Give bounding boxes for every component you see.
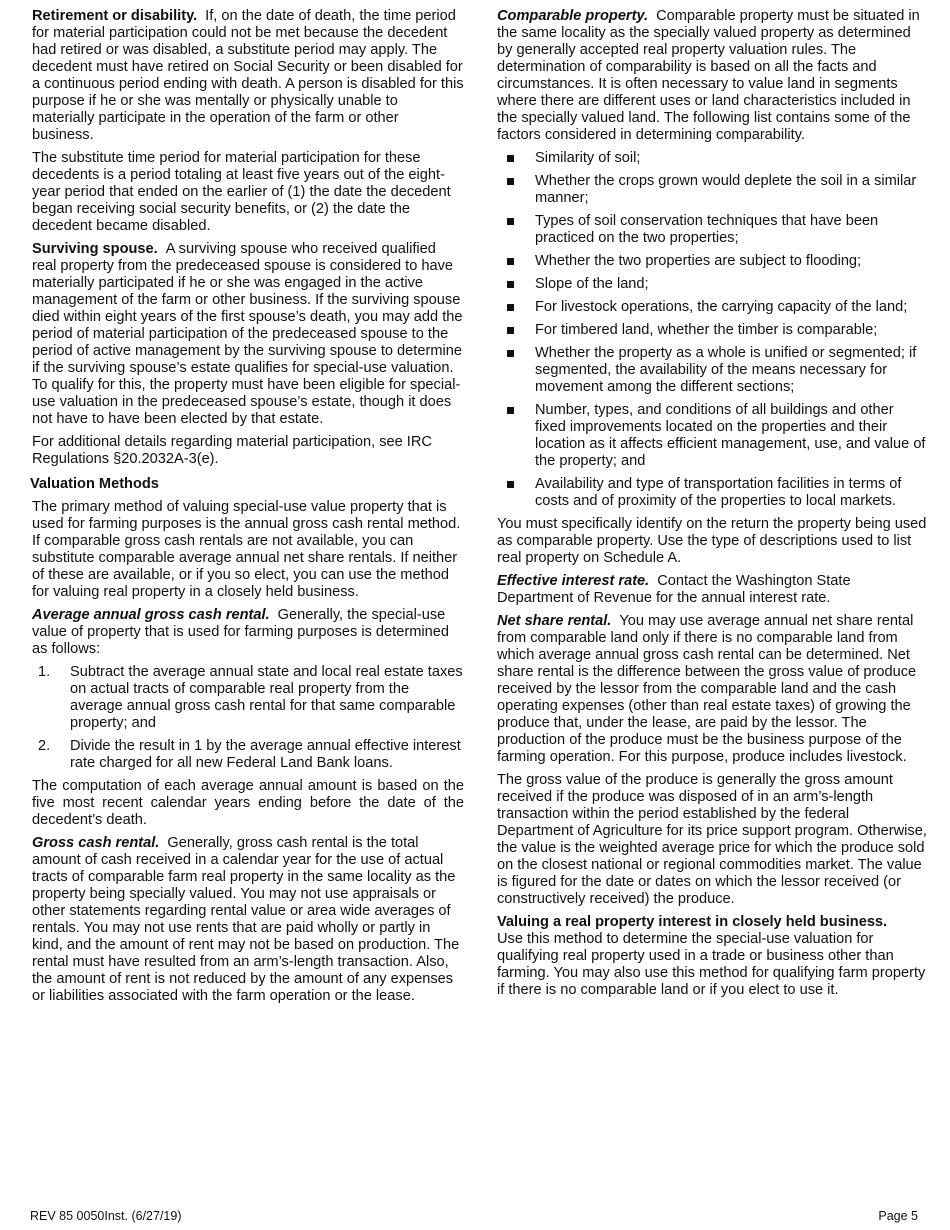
- list-item: [497, 213, 927, 247]
- list-item: [497, 476, 927, 510]
- list-item: [497, 173, 927, 207]
- additional-details-paragraph: For additional details regarding material participation, see IRC Regulations §20.2032A-3(e).: [32, 434, 432, 467]
- identify-paragraph: You must specifically identify on the return the property being used as comparable property. Use the type of descriptions used to list real property on Schedule A.: [497, 516, 927, 566]
- closely-held-paragraph: [497, 914, 927, 999]
- bullet-square-icon: [507, 407, 514, 414]
- list-item: [497, 299, 927, 316]
- effective-rate-paragraph: [497, 573, 927, 607]
- surviving-spouse-heading: Surviving spouse.: [32, 241, 158, 257]
- computation-paragraph: The computation of each average annual amount is based on the five most recent calendar years ending before the date of the decedent’s death.: [32, 778, 464, 828]
- factor-text: Availability and type of transportation facilities in terms of costs and of proximity of the properties to local markets.: [535, 476, 902, 509]
- gross-cash-rental-heading: Gross cash rental.: [32, 835, 160, 851]
- valuation-methods-paragraph: The primary method of valuing special-use value property that is used for farming purposes is the annual gross cash rental method. If comparable gross cash rentals are not available, you can substitute comparable average annual net share rentals. If neither of these are available, or if you so elect, you can use the method for valuing real property in a closely held business.: [32, 499, 461, 600]
- closely-held-body: Use this method to determine the special-use valuation for qualifying real property used in a trade or business other than farming. You may also use this method for qualifying farm property if there is no comparable land or if you elect to use it.: [497, 931, 926, 998]
- list-item: [32, 664, 464, 732]
- list-item: [497, 253, 927, 270]
- substitute-period-paragraph: The substitute time period for material participation for these decedents is a period totaling at least five years out of the eight-year period that ended on the earlier of (1) the date the decedent began receiving social security benefits, or (2) the date the decedent became disabled.: [32, 150, 451, 234]
- list-item: [497, 150, 927, 167]
- factor-text: For livestock operations, the carrying capacity of the land;: [535, 299, 908, 315]
- bullet-square-icon: [507, 178, 514, 185]
- net-share-heading: Net share rental.: [497, 613, 612, 629]
- closely-held-heading: Valuing a real property interest in closely held business.: [497, 914, 888, 930]
- list-item: [497, 322, 927, 339]
- retirement-paragraph: [32, 8, 464, 144]
- comparability-factors-list: [497, 150, 927, 510]
- bullet-square-icon: [507, 481, 514, 488]
- bullet-square-icon: [507, 304, 514, 311]
- gross-cash-rental-body: Generally, gross cash rental is the total amount of cash received in a calendar year for the use of actual tracts of comparable farm real property in the same locality as the property being specially valued. You may not use appraisals or other statements regarding rental value or area wide averages of rentals. You may not use rents that are paid wholly or partly in kind, and the amount of rent may not be based on production. The rental must have resulted from an arm’s-length transaction. Also, the amount of rent is not reduced by the amount of any expenses or liabilities associated with the farm operation or the lease.: [32, 835, 460, 1004]
- factor-text: Whether the property as a whole is unified or segmented; if segmented, the availability of the means necessary for movement among the different sections;: [535, 345, 917, 395]
- comparable-property-body: Comparable property must be situated in the same locality as the specially valued property as determined by generally accepted real property valuation rules. The determination of comparability is based on all the facts and circumstances. It is often necessary to value land in segments where there are different uses or land characteristics included in the specially valued land. The following list contains some of the factors considered in determining comparability.: [497, 8, 920, 143]
- net-share-paragraph: [497, 613, 927, 766]
- gross-value-paragraph: The gross value of the produce is generally the gross amount received if the produce was disposed of in an arm’s-length transaction within the period established by the federal Department of Agriculture for its price support program. Otherwise, the value is the weighted average price for which the produce sold on the closest national or regional commodities market. The value is figured for the date or dates on which the lessor received (or constructively received) the produce.: [497, 772, 927, 907]
- average-rental-paragraph: [32, 607, 464, 658]
- list-item: [497, 276, 927, 293]
- step-text: Divide the result in 1 by the average annual effective interest rate charged for all new Federal Land Bank loans.: [70, 738, 461, 771]
- step-number: 1.: [38, 664, 51, 680]
- valuation-methods-heading: Valuation Methods: [30, 476, 159, 492]
- page-number: Page 5: [878, 1209, 918, 1223]
- bullet-square-icon: [507, 281, 514, 288]
- step-text: Subtract the average annual state and local real estate taxes on actual tracts of comparable real property from the average annual gross cash rental for that same comparable property; and: [70, 664, 463, 731]
- left-column: [32, 8, 464, 1011]
- bullet-square-icon: [507, 350, 514, 357]
- retirement-body: If, on the date of death, the time period for material participation could not be met because the decedent had retired or was disabled, a substitute period may apply. The decedent must have retired on Social Security or been disabled for a continuous period ending with death. A person is disabled for this purpose if he or she was mentally or physically unable to materially participate in the operation of the farm or other business.: [32, 8, 464, 143]
- steps-list: [32, 664, 464, 772]
- bullet-square-icon: [507, 327, 514, 334]
- bullet-square-icon: [507, 218, 514, 225]
- comparable-property-paragraph: [497, 8, 927, 144]
- factor-text: Whether the two properties are subject to flooding;: [535, 253, 862, 269]
- factor-text: Number, types, and conditions of all buildings and other fixed improvements located on the properties and their location as it affects efficient management, use, and value of the property; and: [535, 402, 926, 469]
- form-id-footer: REV 85 0050Inst. (6/27/19): [30, 1209, 182, 1223]
- bullet-square-icon: [507, 258, 514, 265]
- right-column: [497, 8, 927, 1005]
- surviving-spouse-body: A surviving spouse who received qualified real property from the predeceased spouse is considered to have materially participated if he or she was engaged in the active management of the farm or other business. If the surviving spouse died within eight years of the first spouse’s death, you may add the period of material participation of the predeceased spouse to the period of active management by the surviving spouse to determine if the surviving spouse’s estate qualifies for special-use valuation.: [32, 241, 463, 376]
- average-rental-heading: Average annual gross cash rental.: [32, 607, 270, 623]
- factor-text: For timbered land, whether the timber is comparable;: [535, 322, 878, 338]
- bullet-square-icon: [507, 155, 514, 162]
- factor-text: Slope of the land;: [535, 276, 649, 292]
- factor-text: Similarity of soil;: [535, 150, 641, 166]
- factor-text: Whether the crops grown would deplete the soil in a similar manner;: [535, 173, 917, 206]
- factor-text: Types of soil conservation techniques that have been practiced on the two properties;: [535, 213, 879, 246]
- retirement-heading: Retirement or disability.: [32, 8, 198, 24]
- list-item: [497, 402, 927, 470]
- surviving-spouse-paragraph: [32, 241, 464, 377]
- effective-rate-heading: Effective interest rate.: [497, 573, 650, 589]
- effective-rate-body: Contact the Washington State Department of Revenue for the annual interest rate.: [497, 573, 851, 606]
- gross-cash-rental-paragraph: [32, 835, 464, 1005]
- to-qualify-paragraph: To qualify for this, the property must have been eligible for special-use valuation in the predeceased spouse’s estate, though it does not have to have been elected by that estate.: [32, 377, 461, 427]
- list-item: [32, 738, 464, 772]
- comparable-property-heading: Comparable property.: [497, 8, 649, 24]
- net-share-body: You may use average annual net share rental from comparable land only if there is no comparable land from which average annual gross cash rental can be determined. Net share rental is the difference between the gross value of produce received by the lessor from the comparable land and the cash operating expenses (other than real estate taxes) of growing the produce that, under the lease, are paid by the lessor. The production of the produce must be the business purpose of the farming operation. For this purpose, produce includes livestock.: [497, 613, 917, 765]
- list-item: [497, 345, 927, 396]
- step-number: 2.: [38, 738, 51, 754]
- average-rental-body: Generally, the special-use value of property that is used for farming purposes is determined as follows:: [32, 607, 449, 657]
